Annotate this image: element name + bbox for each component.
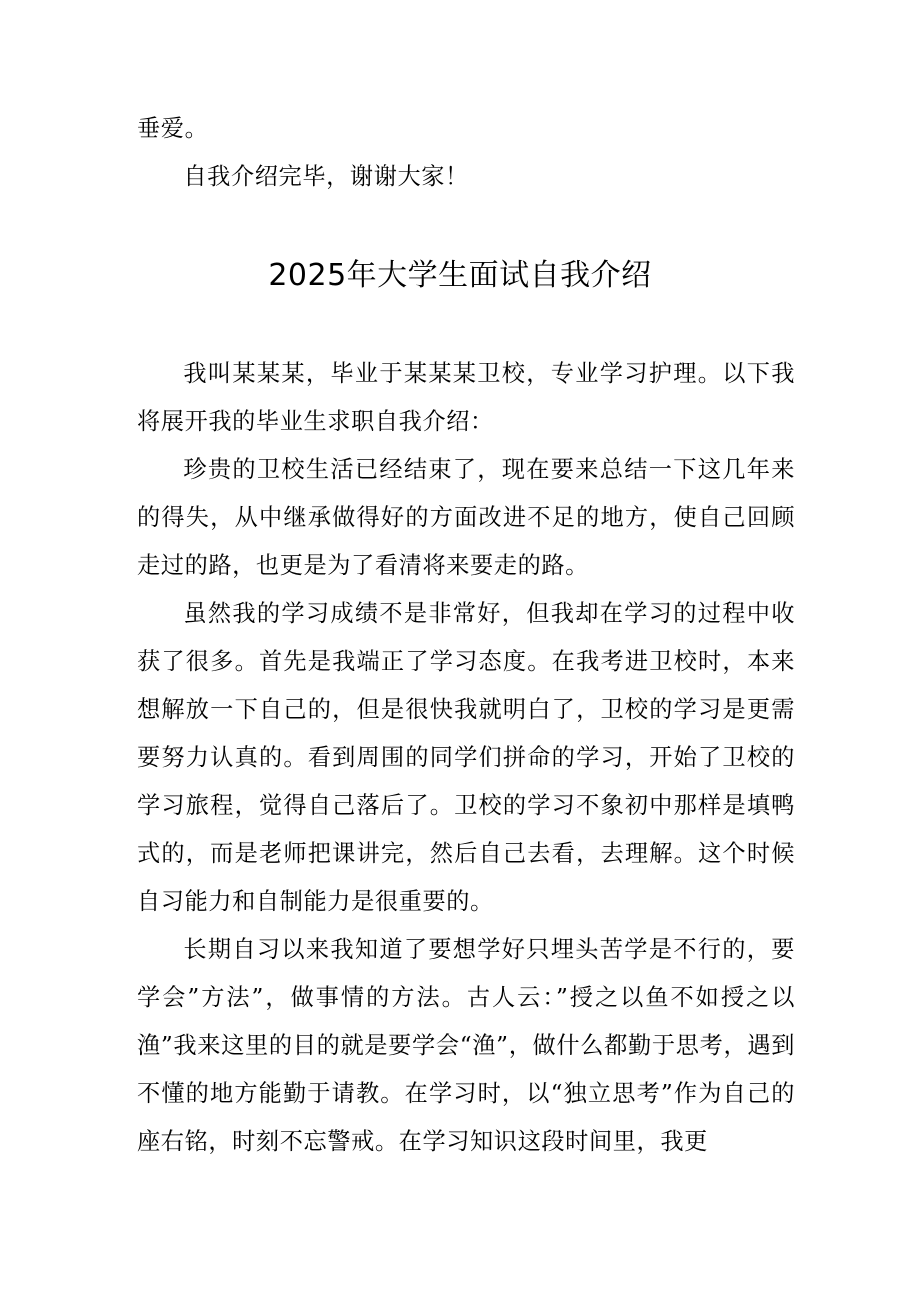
- paragraph-study-attitude: 虽然我的学习成绩不是非常好，但我却在学习的过程中收获了很多。首先是我端正了学习态度。在我考进卫校时，本来想解放一下自己的，但是很快我就明白了，卫校的学习是更需要努力认真的。看到周围的同学们拼命的学习，开始了卫校的学习旅程，觉得自己落后了。卫校的学习不象初中那样是填鸭式的，而是老师把课讲完，然后自己去看，去理解。这个时候自习能力和自制能力是很重要的。: [137, 600, 795, 915]
- paragraph-intro: 我叫某某某，毕业于某某某卫校，专业学习护理。以下我将展开我的毕业生求职自我介绍：: [137, 360, 795, 435]
- body-text: [137, 350, 795, 1166]
- continuation-text: [137, 105, 795, 201]
- paragraph-summary: 珍贵的卫校生活已经结束了，现在要来总结一下这几年来的得失，从中继承做得好的方面改进不足的地方，使自己回顾走过的路，也更是为了看清将来要走的路。: [137, 456, 795, 579]
- closing-line: 自我介绍完毕，谢谢大家！: [183, 163, 469, 190]
- document-title: 2025年大学生面试自我介绍: [268, 258, 652, 293]
- continuation-line: 垂爱。: [137, 115, 209, 142]
- paragraph-study-method: 长期自习以来我知道了要想学好只埋头苦学是不行的，要学会”方法”，做事情的方法。古人云：”授之以鱼不如授之以渔”我来这里的目的就是要学会“渔”，做什么都勤于思考，遇到不懂的地方能勤于请教。在学习时，以“独立思考”作为自己的座右铭，时刻不忘警戒。在学习知识这段时间里，我更: [137, 936, 795, 1155]
